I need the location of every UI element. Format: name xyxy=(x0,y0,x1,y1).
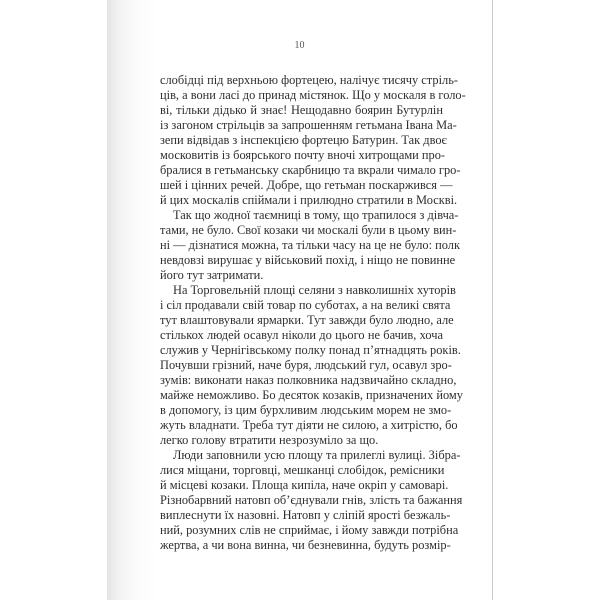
text-line: із загоном стрільців за запрошенням гетьмана Івана Ма- xyxy=(160,118,457,132)
text-line: служив у Чернігівському полку понад п’ятнадцять років. xyxy=(160,343,461,357)
page-text xyxy=(160,73,466,553)
text-line: легко голову втратити незрозуміло за що. xyxy=(160,433,379,447)
text-line: Люди заповнили усю площу та прилеглі вулиці. Зібра- xyxy=(173,448,461,462)
text-line: зумів: виконати наказ полковника надзвичайно складно, xyxy=(160,373,457,387)
text-line: слобідці під верхньою фортецею, налічує тисячу стріль- xyxy=(160,73,458,87)
paragraph xyxy=(160,283,463,448)
page-number: 10 xyxy=(294,40,305,51)
text-line: ців, а вони ласі до принад містянок. Що у москаля в голо- xyxy=(160,88,466,102)
paragraph xyxy=(160,73,466,208)
text-line: московитів із боярського почту вночі хитрощами про- xyxy=(160,148,446,162)
text-line: Різнобарвний натовп об’єднували гнів, злість та бажання xyxy=(160,493,463,507)
text-line: й місцеві козаки. Площа кипіла, наче окріп у самоварі. xyxy=(160,478,449,492)
text-line: ний, розумних слів не сприймає, і йому завжди потрібна xyxy=(160,523,459,537)
text-line: його тут затримати. xyxy=(160,268,264,282)
text-line: Так що жодної таємниці в тому, що трапилося з дівча- xyxy=(173,208,459,222)
text-line: й цих москалів спіймали і прилюдно стратили в Москві. xyxy=(160,193,458,207)
paragraph xyxy=(160,208,460,283)
text-line: в допомогу, із цим бурхливим людським морем не змо- xyxy=(160,403,452,417)
text-line: тами, не було. Свої козаки чи москалі були в цьому вин- xyxy=(160,223,457,237)
text-line: майже неможливо. Бо десяток козаків, призначених йому xyxy=(160,388,463,402)
text-line: На Торговельній площі селяни з навколишніх хуторів xyxy=(173,283,456,297)
text-line: тут влаштовували ярмарки. Тут завжди було людно, але xyxy=(160,313,454,327)
text-line: невдовзі вирушає у військовий похід, і ніщо не повинне xyxy=(160,253,456,267)
text-line: шей і цінних речей. Добре, що гетьман поскаржився — xyxy=(160,178,453,192)
text-line: і сіл продавали свій товар по суботах, а на великі свята xyxy=(160,298,451,312)
text-line: стількох людей осавул ніколи до цього не бачив, хоча xyxy=(160,328,443,342)
text-line: виплеснути їх назовні. Натовп у сліпій ярості безжаль- xyxy=(160,508,451,522)
text-line: жуть владнати. Треба тут діяти не силою, а хитрістю, бо xyxy=(160,418,458,432)
text-line: зепи відвідав з інспекцією фортецю Батурин. Так двоє xyxy=(160,133,447,147)
book-page xyxy=(107,0,493,600)
text-line: ві, тільки дідько й знає! Нещодавно боярин Бутурлін xyxy=(160,103,443,117)
paragraph xyxy=(160,448,463,553)
text-line: жертва, а чи вона винна, чи безневинна, будуть розмір- xyxy=(160,538,451,552)
text-line: Почувши грізний, наче буря, людський гул, осавул зро- xyxy=(160,358,452,372)
text-line: лися міщани, торговці, мешканці слобідок, ремісники xyxy=(160,463,445,477)
text-line: ні — дізнатися можна, та тільки часу на це не було: полк xyxy=(160,238,460,252)
text-line: бралися в гетьманську скарбницю та вкрали чимало гро- xyxy=(160,163,461,177)
